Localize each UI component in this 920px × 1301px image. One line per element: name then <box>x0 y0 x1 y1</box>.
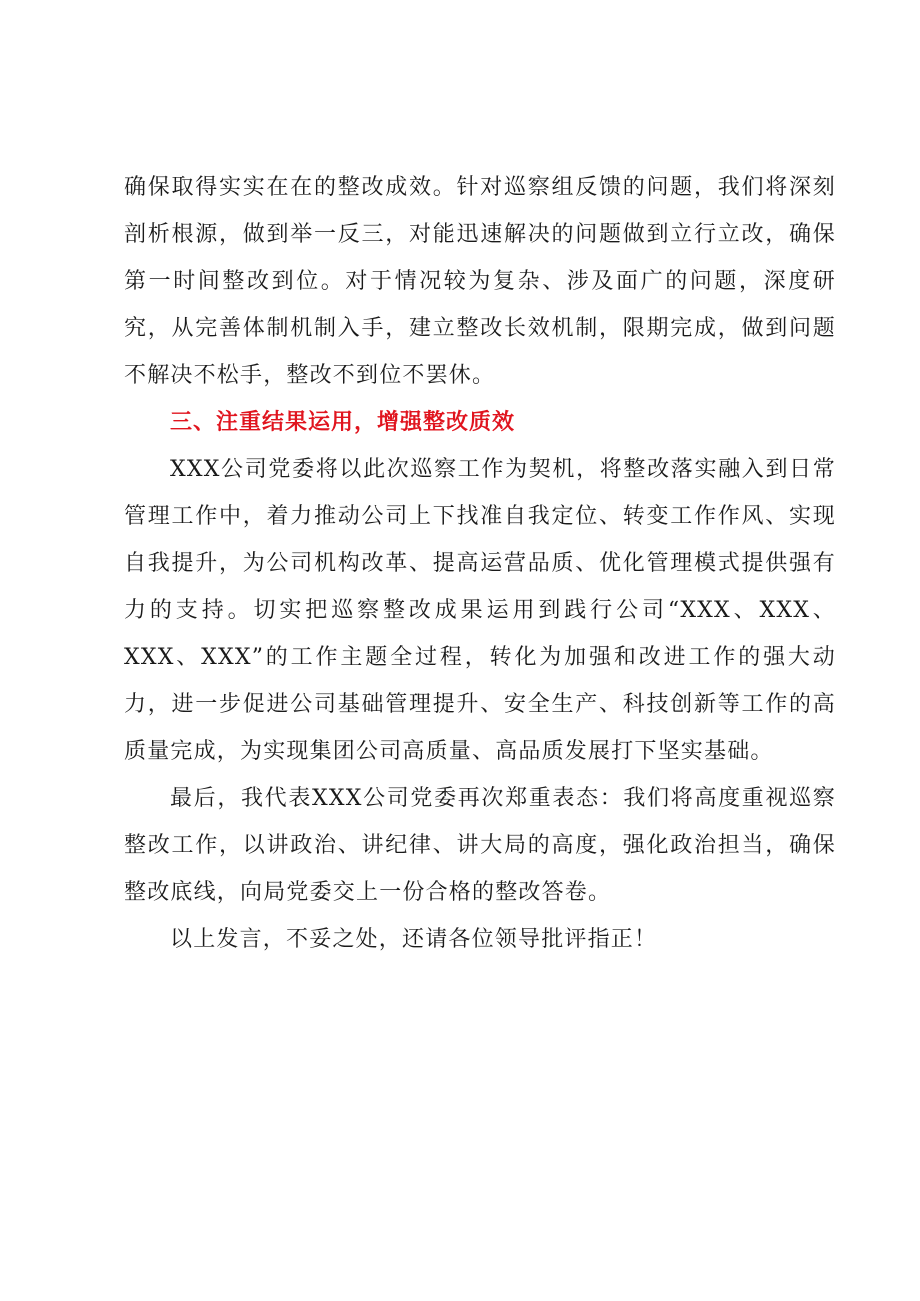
document-body <box>124 164 836 963</box>
paragraph-final-statement: 最后，我代表XXX公司党委再次郑重表态：我们将高度重视巡察整改工作，以讲政治、讲纪律、讲大局的高度，强化政治担当，确保整改底线，向局党委交上一份合格的整改答卷。 <box>124 786 836 905</box>
continued-paragraph: 确保取得实实在在的整改成效。针对巡察组反馈的问题，我们将深刻剖析根源，做到举一反三，对能迅速解决的问题做到立行立改，确保第一时间整改到位。对于情况较为复杂、涉及面广的问题，深度研究，从完善体制机制入手，建立整改长效机制，限期完成，做到问题不解决不松手，整改不到位不罢休。 <box>124 175 836 388</box>
paragraph-results-application: XXX公司党委将以此次巡察工作为契机，将整改落实融入到日常管理工作中，着力推动公司上下找准自我定位、转变工作作风、实现自我提升，为公司机构改革、提高运营品质、优化管理模式提供强有力的支持。切实把巡察整改成果运用到践行公司“XXX、XXX、XXX、XXX”的工作主题全过程，转化为加强和改进工作的强大动力，进一步促进公司基础管理提升、安全生产、科技创新等工作的高质量完成，为实现集团公司高质量、高品质发展打下坚实基础。 <box>124 457 836 764</box>
section-heading: 三、注重结果运用，增强整改质效 <box>170 410 516 435</box>
closing-remark: 以上发言，不妥之处，还请各位领导批评指正！ <box>170 927 658 952</box>
